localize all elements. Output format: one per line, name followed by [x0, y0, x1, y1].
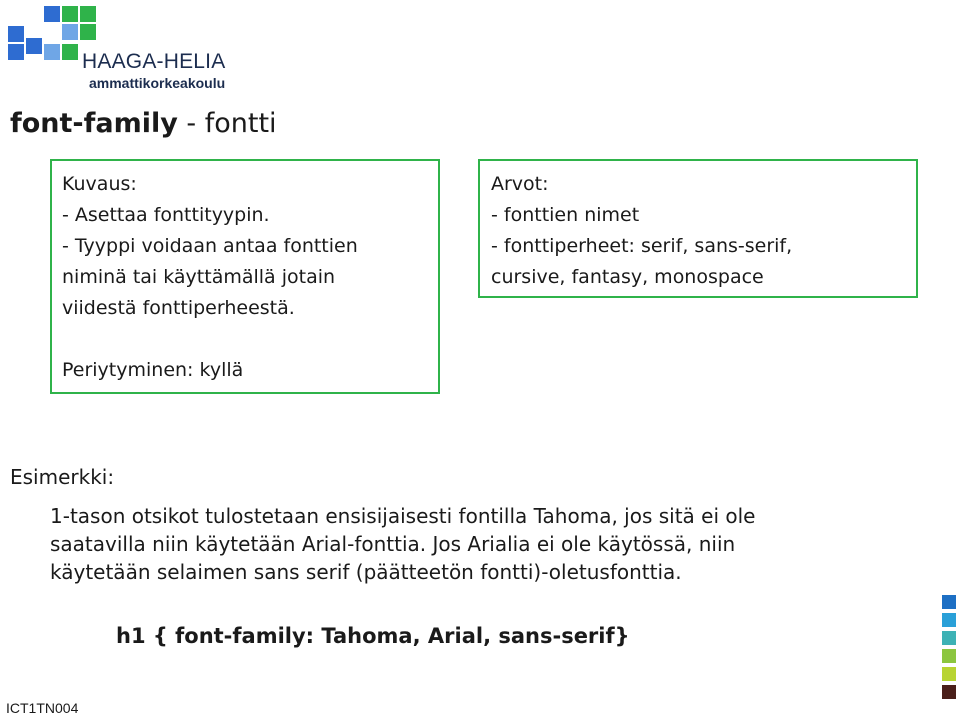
accent-square — [942, 631, 956, 645]
logo-square — [44, 6, 60, 22]
inheritance-text: Periytyminen: kyllä — [62, 359, 244, 381]
example-label: Esimerkki: — [10, 465, 115, 489]
logo-square — [80, 6, 96, 22]
logo-square — [62, 44, 78, 60]
title-keyword: font-family — [10, 108, 178, 139]
logo-square — [80, 24, 96, 40]
page-title — [10, 108, 277, 139]
accent-square — [942, 685, 956, 699]
footer-course-code: ICT1TN004 — [6, 700, 79, 716]
description-line: viidestä fonttiperheestä. — [62, 297, 295, 319]
values-line: - fonttiperheet: serif, sans-serif, — [491, 235, 793, 257]
logo-square — [44, 44, 60, 60]
logo-name: HAAGA-HELIA — [82, 50, 226, 73]
example-line: saatavilla niin käytetään Arial-fonttia. Jos Arialia ei ole käytössä, niin — [50, 532, 736, 556]
logo-square — [8, 26, 24, 42]
haaga-helia-logo — [4, 4, 254, 94]
values-line: - fonttien nimet — [491, 204, 640, 226]
description-line: niminä tai käyttämällä jotain — [62, 266, 336, 288]
logo-square — [62, 24, 78, 40]
description-line: - Asettaa fonttityypin. — [62, 204, 270, 226]
logo-square — [62, 6, 78, 22]
example-line: 1-tason otsikot tulostetaan ensisijaisesti fontilla Tahoma, jos sitä ei ole — [50, 504, 756, 528]
title-rest: - fontti — [177, 108, 277, 139]
description-box — [50, 159, 440, 394]
logo-square — [26, 38, 42, 54]
example-line: käytetään selaimen sans serif (päätteetön fontti)-oletusfonttia. — [50, 560, 682, 584]
values-box — [478, 159, 918, 298]
accent-square — [942, 667, 956, 681]
description-line: Kuvaus: — [62, 173, 137, 195]
logo-subtitle: ammattikorkeakoulu — [89, 75, 226, 91]
example-text — [50, 502, 920, 586]
accent-square — [942, 613, 956, 627]
logo-square — [8, 44, 24, 60]
accent-strip — [942, 595, 956, 703]
accent-square — [942, 649, 956, 663]
spacer — [62, 324, 438, 355]
values-line: cursive, fantasy, monospace — [491, 266, 764, 288]
code-example: h1 { font-family: Tahoma, Arial, sans-serif} — [116, 624, 630, 648]
accent-square — [942, 595, 956, 609]
description-line: - Tyyppi voidaan antaa fonttien — [62, 235, 358, 257]
values-line: Arvot: — [491, 173, 549, 195]
